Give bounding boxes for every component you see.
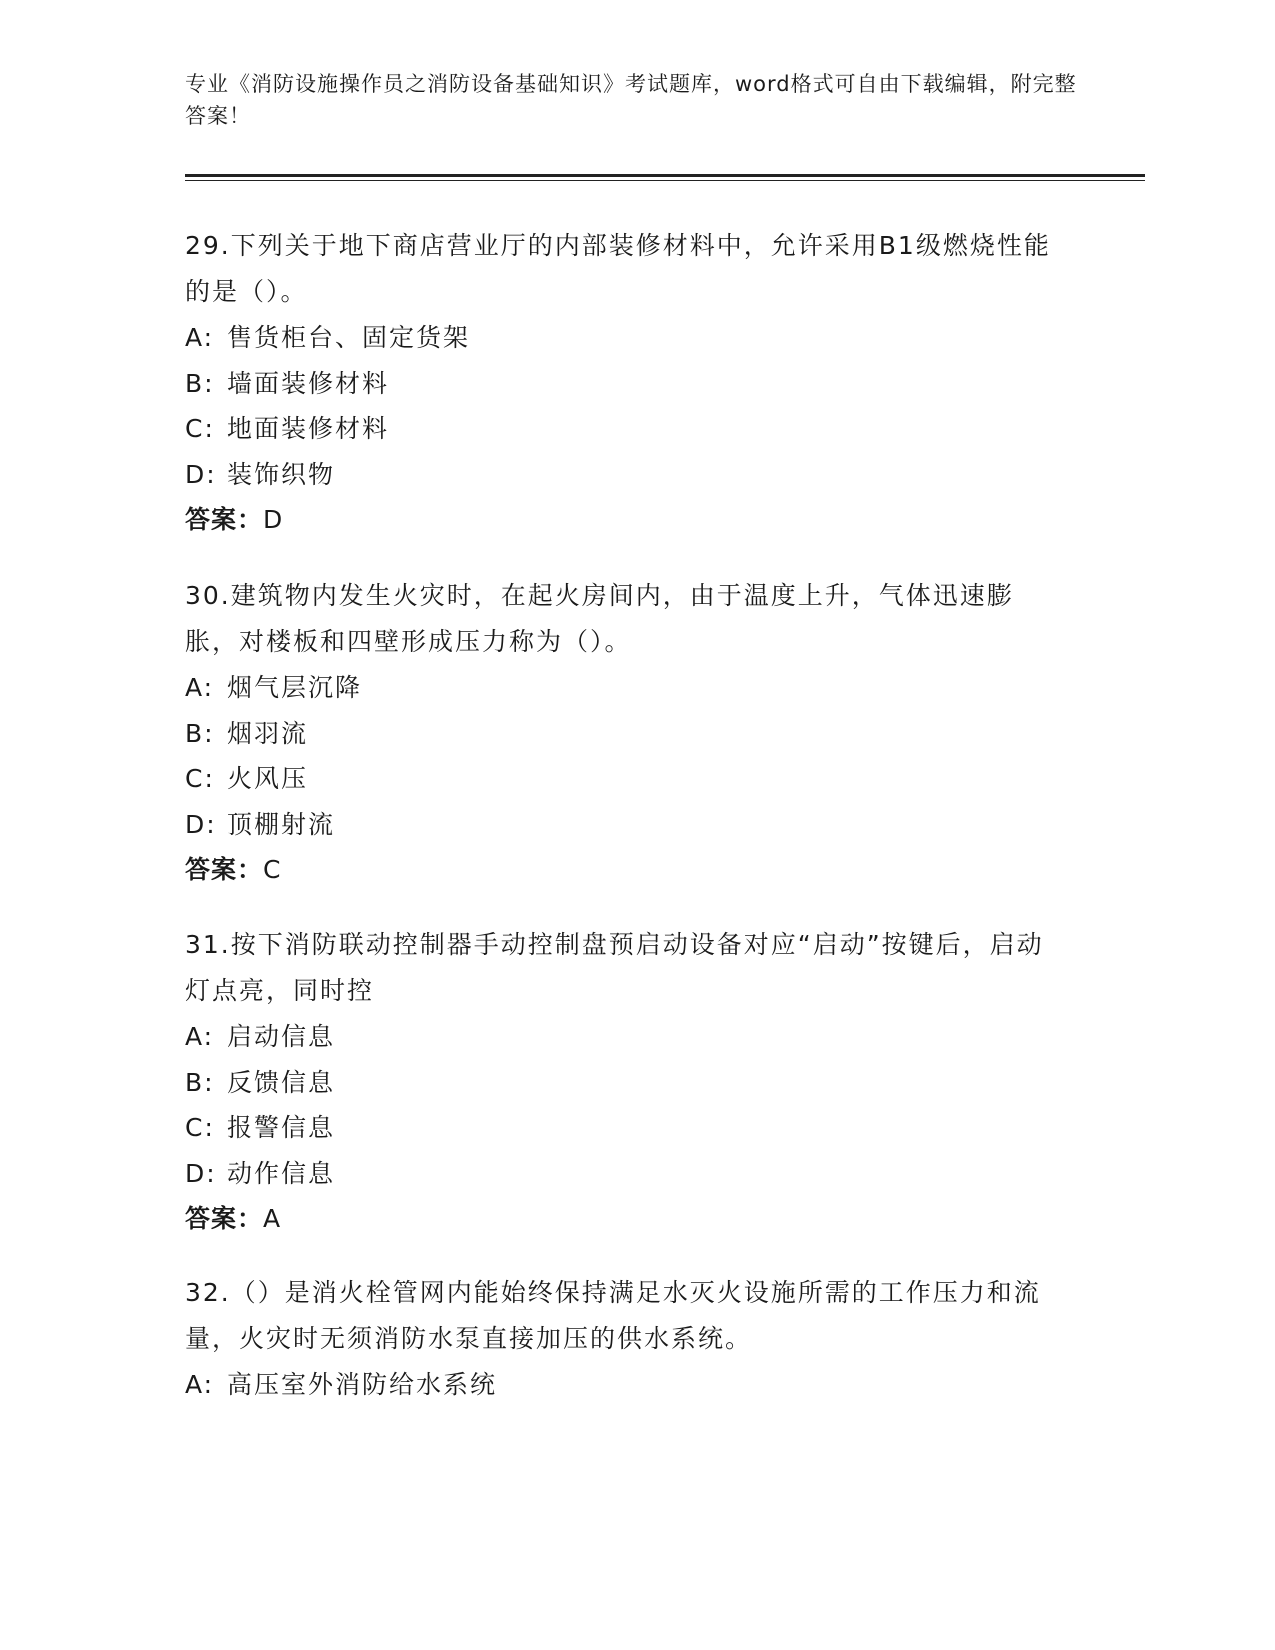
question-stem: 30.建筑物内发生火灾时，在起火房间内，由于温度上升，气体迅速膨胀，对楼板和四壁形成压力称为（）。 [185, 581, 1014, 656]
option-a: A: 高压室外消防给水系统 [185, 1370, 498, 1399]
option-c: C: 火风压 [185, 764, 309, 793]
header-divider-thick [185, 174, 1145, 177]
option-a: A: 烟气层沉降 [185, 673, 363, 702]
option-b: B: 反馈信息 [185, 1067, 336, 1097]
question-stem: 31.按下消防联动控制器手动控制盘预启动设备对应“启动”按键后，启动灯点亮，同时控 [185, 930, 1044, 1005]
question-32 [185, 1270, 1065, 1408]
answer-value: A [263, 1204, 282, 1233]
question-stem: 29.下列关于地下商店营业厅的内部装修材料中，允许采用B1级燃烧性能的是（）。 [185, 231, 1051, 306]
option-b: B: 墙面装修材料 [185, 368, 390, 398]
option-c: C: 地面装修材料 [185, 414, 390, 443]
answer-label: 答案： [185, 1204, 264, 1233]
question-29 [185, 223, 1065, 543]
option-a: A: 售货柜台、固定货架 [185, 323, 471, 352]
option-d: D: 动作信息 [185, 1158, 336, 1188]
document-header [185, 68, 1085, 132]
option-d: D: 装饰织物 [185, 459, 336, 489]
answer-line [185, 1196, 1065, 1242]
question-stem: 32.（）是消火栓管网内能始终保持满足水灭火设施所需的工作压力和流量，火灾时无须消防水泵直接加压的供水系统。 [185, 1278, 1041, 1353]
option-d: D: 顶棚射流 [185, 809, 336, 839]
answer-label: 答案： [185, 505, 264, 534]
header-divider-thin [185, 180, 1145, 181]
answer-line [185, 497, 1065, 543]
option-b: B: 烟羽流 [185, 718, 309, 748]
header-text: 专业《消防设施操作员之消防设备基础知识》考试题库，word格式可自由下载编辑，附完整答案！ [185, 72, 1077, 128]
option-c: C: 报警信息 [185, 1113, 336, 1142]
question-30 [185, 573, 1065, 893]
answer-label: 答案： [185, 855, 264, 884]
option-a: A: 启动信息 [185, 1022, 336, 1051]
answer-value: D [263, 505, 284, 534]
answer-value: C [263, 855, 282, 884]
answer-line [185, 847, 1065, 893]
question-31 [185, 922, 1065, 1242]
